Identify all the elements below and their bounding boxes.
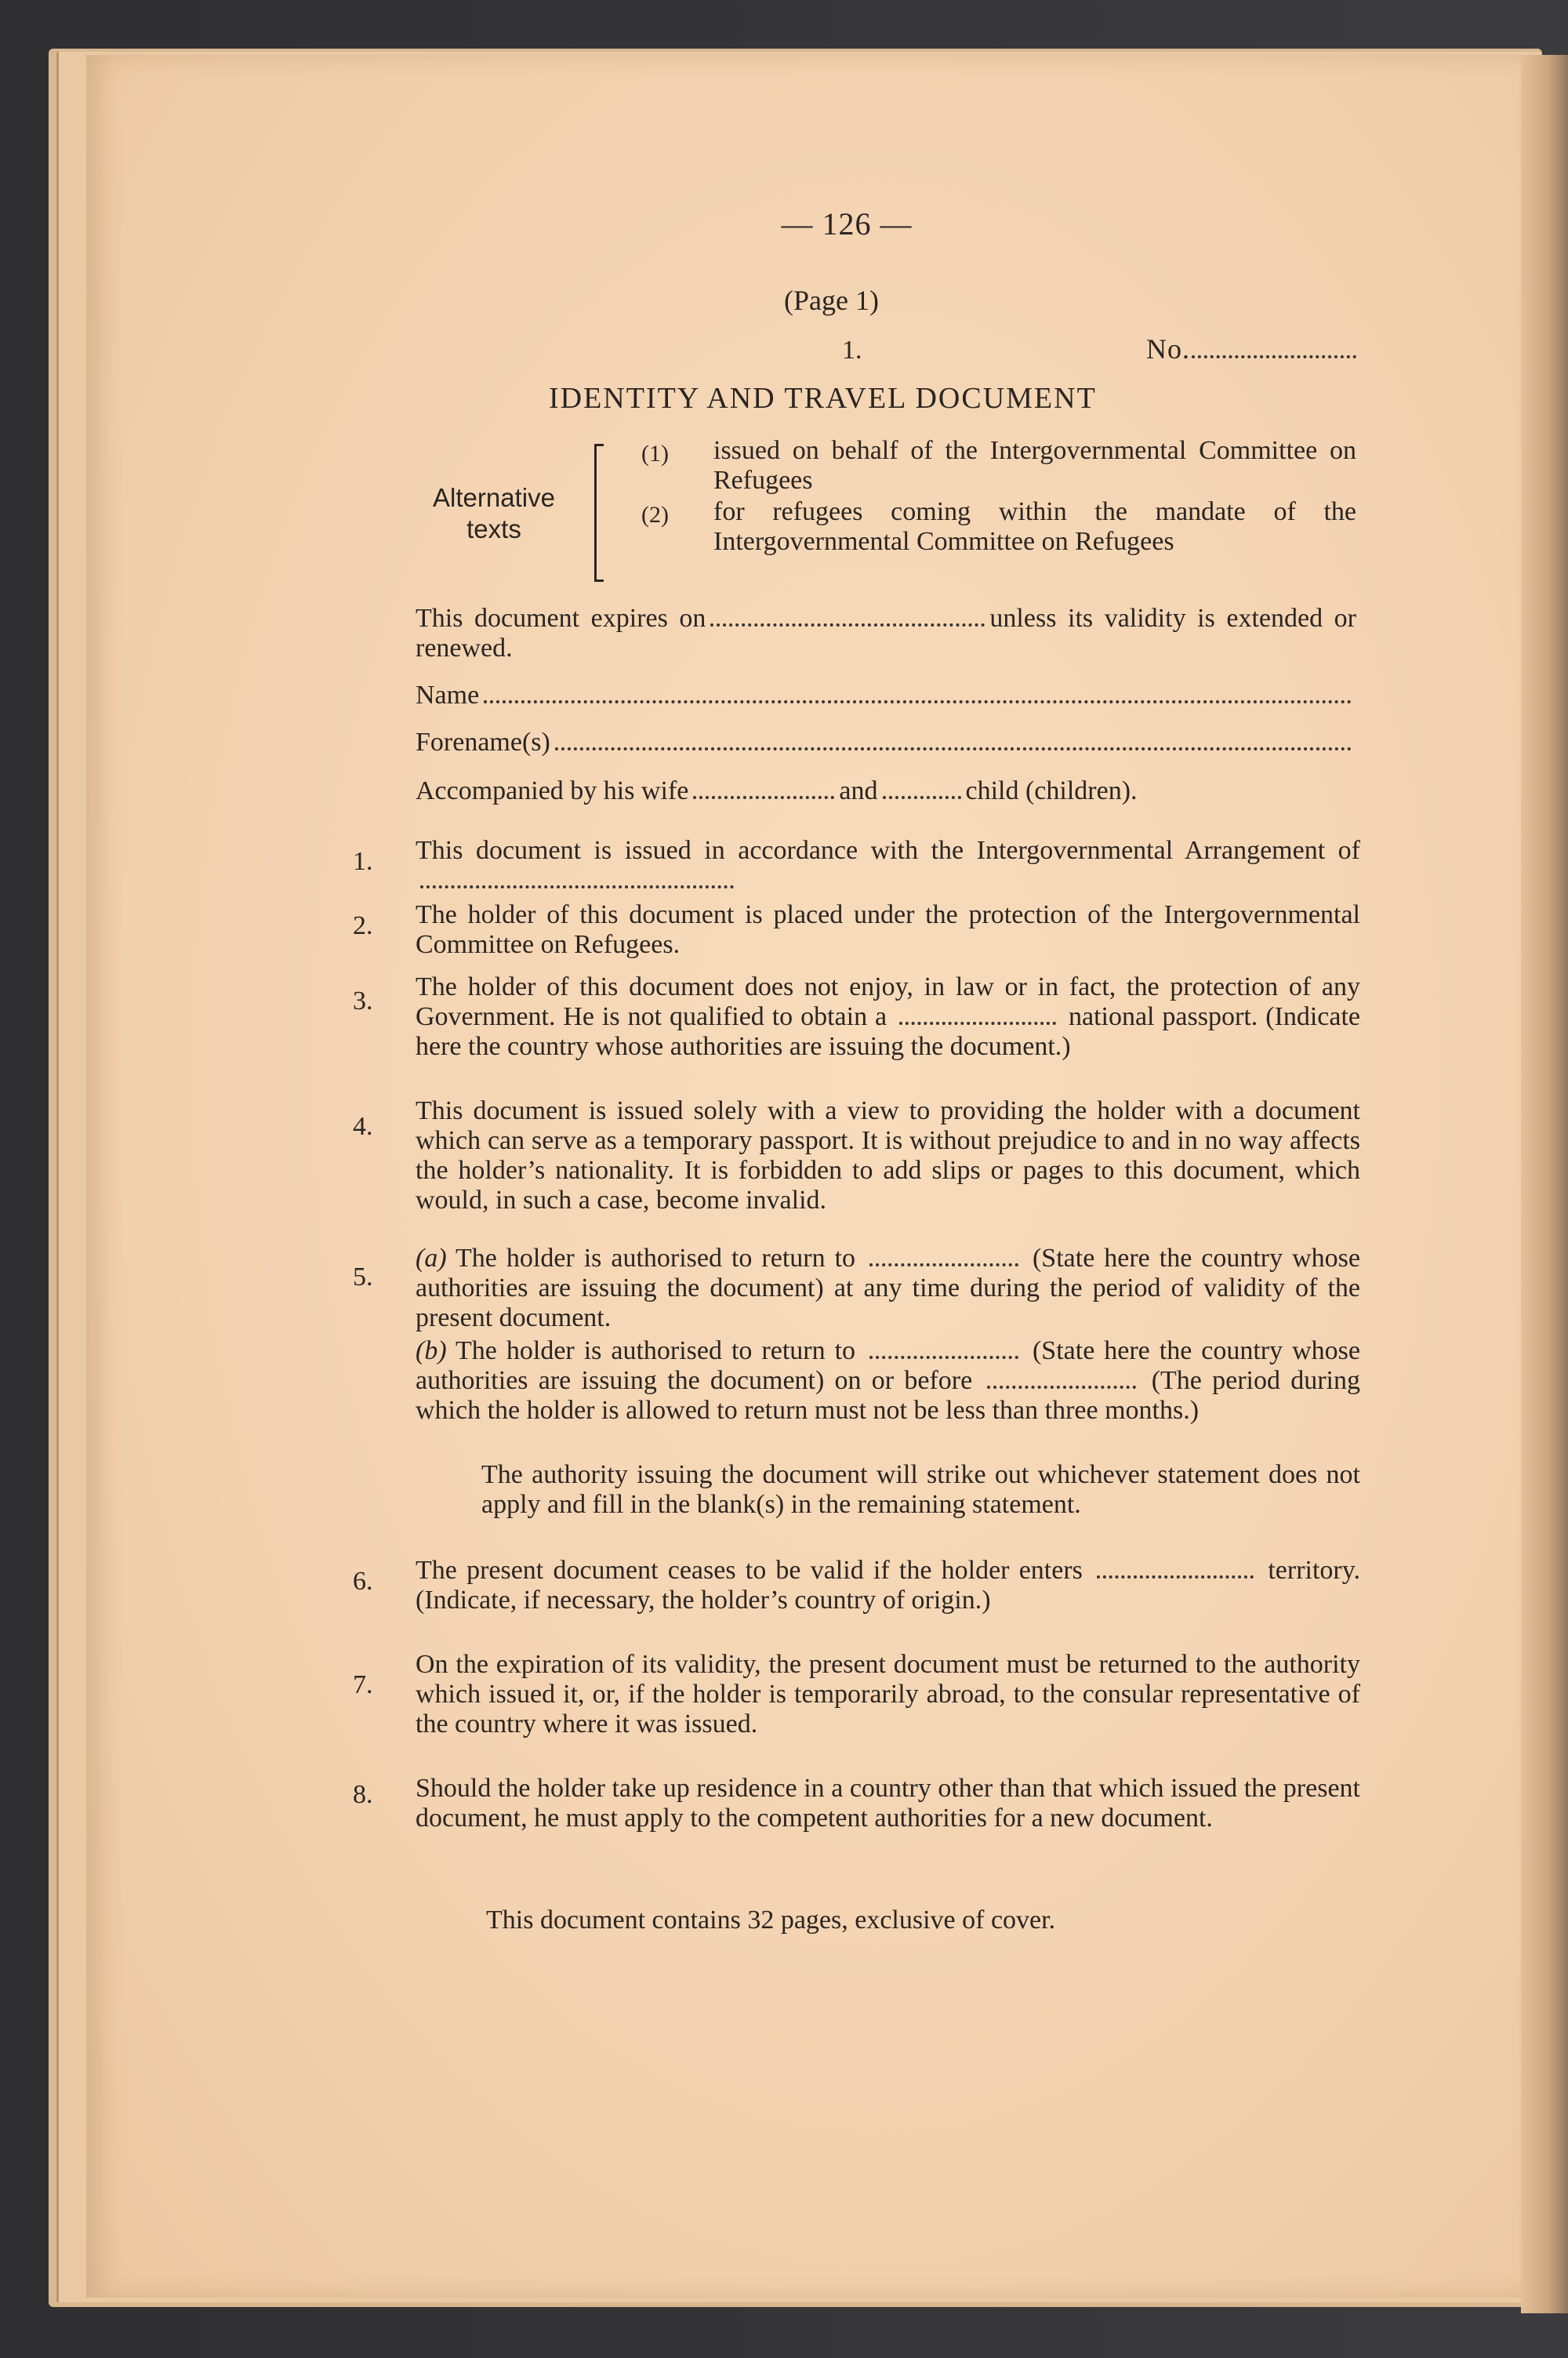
item-7-number: 7. <box>353 1670 373 1699</box>
item-5-number: 5. <box>353 1263 373 1292</box>
passport-country-blank[interactable] <box>899 1022 1056 1025</box>
item-6-number: 6. <box>353 1567 373 1596</box>
forenames-field <box>416 728 1356 758</box>
item-6-text <box>416 1556 1360 1615</box>
accompanied-and: and <box>839 776 878 805</box>
wife-blank[interactable] <box>693 796 834 799</box>
item-5-note: The authority issuing the document will strike out whichever statement does not apply and fill in the blank(s) in the remaining statement. <box>481 1460 1360 1519</box>
section-number: 1. <box>842 336 862 365</box>
item-5b-label: (b) <box>416 1336 447 1365</box>
item-1-body: This document is issued in accordance with the Intergovernmental Arrangement of <box>416 836 1360 865</box>
item-5a-suffix: (State here the country whose authorities are issuing the document) at any time during the period of validity of the present document. <box>416 1244 1360 1332</box>
return-country-a-blank[interactable] <box>869 1263 1018 1266</box>
expiry-suffix: unless its validity is extended or renewed. <box>416 604 1357 663</box>
alternative-2-text: for refugees coming within the mandate of the Intergovernmental Committee on Refugees <box>713 497 1356 556</box>
item-1-number: 1. <box>353 847 373 876</box>
item-5b-text <box>416 1336 1360 1426</box>
page-label: (Page 1) <box>784 285 879 316</box>
item-1-text <box>416 836 1360 896</box>
item-5b-prefix: The holder is authorised to return to <box>456 1336 856 1365</box>
accompanied-prefix: Accompanied by his wife <box>416 776 689 805</box>
item-2-text: The holder of this document is placed under the protection of the Intergovernmental Committee on Refugees. <box>416 900 1360 959</box>
item-8-text: Should the holder take up residence in a country other than that which issued the present document, he must apply to the competent authorities for a new document. <box>416 1774 1360 1833</box>
territory-blank[interactable] <box>1097 1575 1254 1579</box>
document-number-label: No. <box>1146 333 1190 365</box>
item-5b-suffix: (The period during which the holder is allowed to return must not be less than three months.) <box>416 1366 1361 1425</box>
return-country-b-blank[interactable] <box>869 1356 1018 1359</box>
document-number <box>1146 332 1361 365</box>
name-field <box>416 681 1356 710</box>
item-4-text: This document is issued solely with a view to providing the holder with a document which can serve as a temporary passport. It is without prejudice to and in no way affects the holder’s nationality. It is forbidden to add slips or pages to this document, which would, in such a case, become invalid. <box>416 1096 1360 1215</box>
item-4-number: 4. <box>353 1112 373 1141</box>
item-8-number: 8. <box>353 1780 373 1809</box>
alternative-2-number: (2) <box>641 502 669 528</box>
item-5a-label: (a) <box>416 1244 447 1273</box>
accompanied-field <box>416 776 1364 806</box>
item-7-text: On the expiration of its validity, the present document must be returned to the authority which issued it, or, if the holder is temporarily abroad, to the consular representative of the country where it was issued. <box>416 1650 1360 1739</box>
document-title: IDENTITY AND TRAVEL DOCUMENT <box>549 382 1097 415</box>
document-number-blank[interactable] <box>1192 355 1356 358</box>
expiry-prefix: This document expires on <box>416 604 706 633</box>
item-2-number: 2. <box>353 911 373 940</box>
item-6-body-b: territory. (Indicate, if necessary, the holder’s country of origin.) <box>416 1556 1361 1615</box>
page-number: — 126 — <box>781 206 913 242</box>
item-5a-prefix: The holder is authorised to return to <box>456 1244 856 1273</box>
page-footer: This document contains 32 pages, exclusive of cover. <box>486 1906 1056 1935</box>
return-date-blank[interactable] <box>987 1386 1136 1389</box>
expiry-statement <box>416 604 1356 663</box>
alternative-brace <box>594 444 614 582</box>
arrangement-blank[interactable] <box>420 885 734 888</box>
item-5b-mid: (State here the country whose authorities are issuing the document) on or before <box>416 1336 1360 1395</box>
name-label: Name <box>416 681 480 710</box>
item-3-text <box>416 972 1360 1062</box>
forenames-blank[interactable] <box>555 747 1352 750</box>
item-6-body-a: The present document ceases to be valid if the holder enters <box>416 1556 1083 1585</box>
alternative-texts-label: Alternative texts <box>433 483 555 543</box>
item-3-body-b: national passport. (Indicate here the country whose authorities are issuing the document.) <box>416 1002 1361 1061</box>
item-5a-text <box>416 1244 1360 1333</box>
children-count-blank[interactable] <box>883 796 961 799</box>
name-blank[interactable] <box>484 700 1352 703</box>
forenames-label: Forename(s) <box>416 728 550 757</box>
alternative-1-text: issued on behalf of the Intergovernmental Committee on Refugees <box>713 436 1356 495</box>
alternative-1-number: (1) <box>641 441 669 467</box>
item-3-body-a: The holder of this document does not enjoy, in law or in fact, the protection of any Government. He is not qualified to obtain a <box>416 972 1360 1031</box>
expiry-date-blank[interactable] <box>710 623 985 627</box>
item-3-number: 3. <box>353 986 373 1016</box>
accompanied-suffix: child (children). <box>965 776 1138 805</box>
